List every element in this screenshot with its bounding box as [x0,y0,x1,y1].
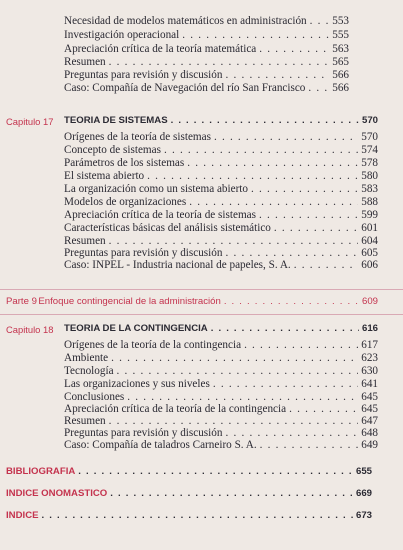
leader-dots [109,235,359,247]
toc-entry-title: Necesidad de modelos matemáticos en administración [64,15,307,27]
toc-entry-title: Apreciación crítica de la teoría de la contingencia [64,403,287,415]
toc-entry-page: 604 [361,235,378,247]
toc-entry[interactable] [64,365,378,377]
leader-dots [182,29,329,41]
toc-entry-title: Resumen [64,56,106,68]
leader-dots [187,157,358,169]
chapter-label: Capitulo 18 [6,324,54,335]
toc-entry-title: Características básicas del análisis sistemático [64,222,271,234]
leader-dots [111,352,358,364]
toc-entry[interactable] [64,69,349,81]
toc-entry[interactable] [64,196,378,208]
toc-entry-page: 555 [332,29,349,41]
toc-entry-page: 617 [361,339,378,351]
toc-entry-page: 566 [332,69,349,81]
toc-entry-page: 645 [361,391,378,403]
toc-entry-title: Apreciación crítica de la teoría de sistemas [64,209,256,221]
back-matter-title: INDICE [6,510,39,521]
part-page: 609 [361,296,378,307]
toc-entry-page: 570 [361,131,378,143]
toc-entry-title: Apreciación crítica de la teoría matemática [64,43,257,55]
toc-entry-title: Las organizaciones y sus niveles [64,378,210,390]
toc-entry-title: Concepto de sistemas [64,144,161,156]
toc-entry[interactable] [64,131,378,143]
toc-entry-title: Tecnología [64,365,114,377]
toc-entry-title: Modelos de organizaciones [64,196,187,208]
toc-entry-title: El sistema abierto [64,170,145,182]
toc-entry-page: 641 [361,378,378,390]
back-matter-page: 673 [355,510,372,521]
toc-entry-page: 630 [361,365,378,377]
toc-entry[interactable] [64,352,378,364]
leader-dots [164,144,358,156]
toc-entry[interactable] [64,43,349,55]
toc-entry[interactable] [64,439,378,451]
leader-dots [260,439,359,451]
toc-entry[interactable] [64,144,378,156]
toc-entry-title: Orígenes de la teoría de la contingencia [64,339,242,351]
toc-entry-page: 623 [361,352,378,364]
toc-entry[interactable] [64,222,378,234]
leader-dots [224,296,359,308]
leader-dots [211,323,359,335]
toc-entry[interactable] [64,427,378,439]
back-matter-name-index[interactable] [6,488,372,500]
toc-entry[interactable] [64,235,378,247]
toc-entry-title: Preguntas para revisión y discusión [64,427,223,439]
toc-entry-page: 645 [361,403,378,415]
toc-entry-title: La organización como un sistema abierto [64,183,249,195]
toc-entry[interactable] [64,403,378,415]
toc-entry-page: 563 [332,43,349,55]
leader-dots [289,403,358,415]
toc-entry[interactable] [64,209,378,221]
toc-entry[interactable] [64,247,378,259]
back-matter-bibliography[interactable] [6,466,372,478]
leader-dots [259,209,358,221]
leader-dots [308,82,329,94]
toc-entry-page: 647 [361,415,378,427]
toc-entry-title: Parámetros de los sistemas [64,157,185,169]
toc-entry-title: Conclusiones [64,391,125,403]
leader-dots [213,378,358,390]
toc-entry[interactable] [64,157,378,169]
leader-dots [171,115,359,127]
leader-dots [225,427,358,439]
toc-entry-title: Resumen [64,415,106,427]
back-matter-page: 669 [355,488,372,499]
back-matter-title: BIBLIOGRAFIA [6,466,76,477]
leader-dots [274,222,358,234]
toc-entry[interactable] [64,259,378,271]
toc-entry[interactable] [64,170,378,182]
leader-dots [78,466,353,478]
toc-entry-page: 648 [361,427,378,439]
toc-entry-page: 578 [361,157,378,169]
toc-entry-title: Preguntas para revisión y discusión [64,69,223,81]
chapter-page: 570 [361,115,378,126]
toc-entry-title: Caso: INPEL - Industria nacional de papeles, S. A. [64,259,291,271]
chapter-heading[interactable] [64,323,378,335]
chapter-title: TEORIA DE LA CONTINGENCIA [64,323,208,334]
toc-entry-page: 566 [332,82,349,94]
leader-dots [214,131,358,143]
toc-entry[interactable] [64,391,378,403]
leader-dots [244,339,358,351]
toc-entry-page: 553 [332,15,349,27]
leader-dots [310,15,330,27]
part-divider-line [0,314,403,315]
part-heading[interactable] [6,296,378,308]
toc-entry[interactable] [64,15,349,27]
leader-dots [110,488,353,500]
toc-entry-page: 599 [361,209,378,221]
leader-dots [147,170,358,182]
chapter-page: 616 [361,323,378,334]
toc-entry-page: 580 [361,170,378,182]
leader-dots [294,259,359,271]
toc-entry[interactable] [64,56,349,68]
toc-entry-page: 605 [361,247,378,259]
leader-dots [259,43,329,55]
leader-dots [127,391,358,403]
leader-dots [225,247,358,259]
toc-entry-page: 606 [361,259,378,271]
back-matter-page: 655 [355,466,372,477]
leader-dots [117,365,359,377]
back-matter-title: INDICE ONOMASTICO [6,488,108,499]
toc-entry-title: Preguntas para revisión y discusión [64,247,223,259]
toc-entry-title: Orígenes de la teoría de sistemas [64,131,211,143]
toc-entry-page: 601 [361,222,378,234]
chapter-heading[interactable] [64,115,378,127]
leader-dots [42,510,353,522]
toc-entry[interactable] [64,29,349,41]
chapter-title: TEORIA DE SISTEMAS [64,115,168,126]
toc-entry[interactable] [64,82,349,94]
chapter-label: Capitulo 17 [6,116,54,127]
leader-dots [109,415,359,427]
part-divider-line [0,289,403,290]
toc-entry[interactable] [64,339,378,351]
leader-dots [225,69,329,81]
toc-entry-page: 565 [332,56,349,68]
toc-entry-title: Caso: Compañía de Navegación del río San Francisco [64,82,306,94]
part-title: Enfoque contingencial de la administración [38,296,221,307]
leader-dots [109,56,330,68]
toc-entry-title: Resumen [64,235,106,247]
back-matter-index[interactable] [6,510,372,522]
toc-entry[interactable] [64,415,378,427]
toc-entry-page: 574 [361,144,378,156]
toc-entry-title: Caso: Compañía de taladros Carneiro S. A. [64,439,257,451]
leader-dots [189,196,358,208]
part-label: Parte 9 [6,296,37,307]
toc-entry-page: 588 [361,196,378,208]
toc-entry-title: Investigación operacional [64,29,180,41]
toc-entry[interactable] [64,378,378,390]
toc-entry-page: 583 [361,183,378,195]
leader-dots [251,183,358,195]
toc-entry-title: Ambiente [64,352,109,364]
toc-entry-page: 649 [361,439,378,451]
toc-entry[interactable] [64,183,378,195]
